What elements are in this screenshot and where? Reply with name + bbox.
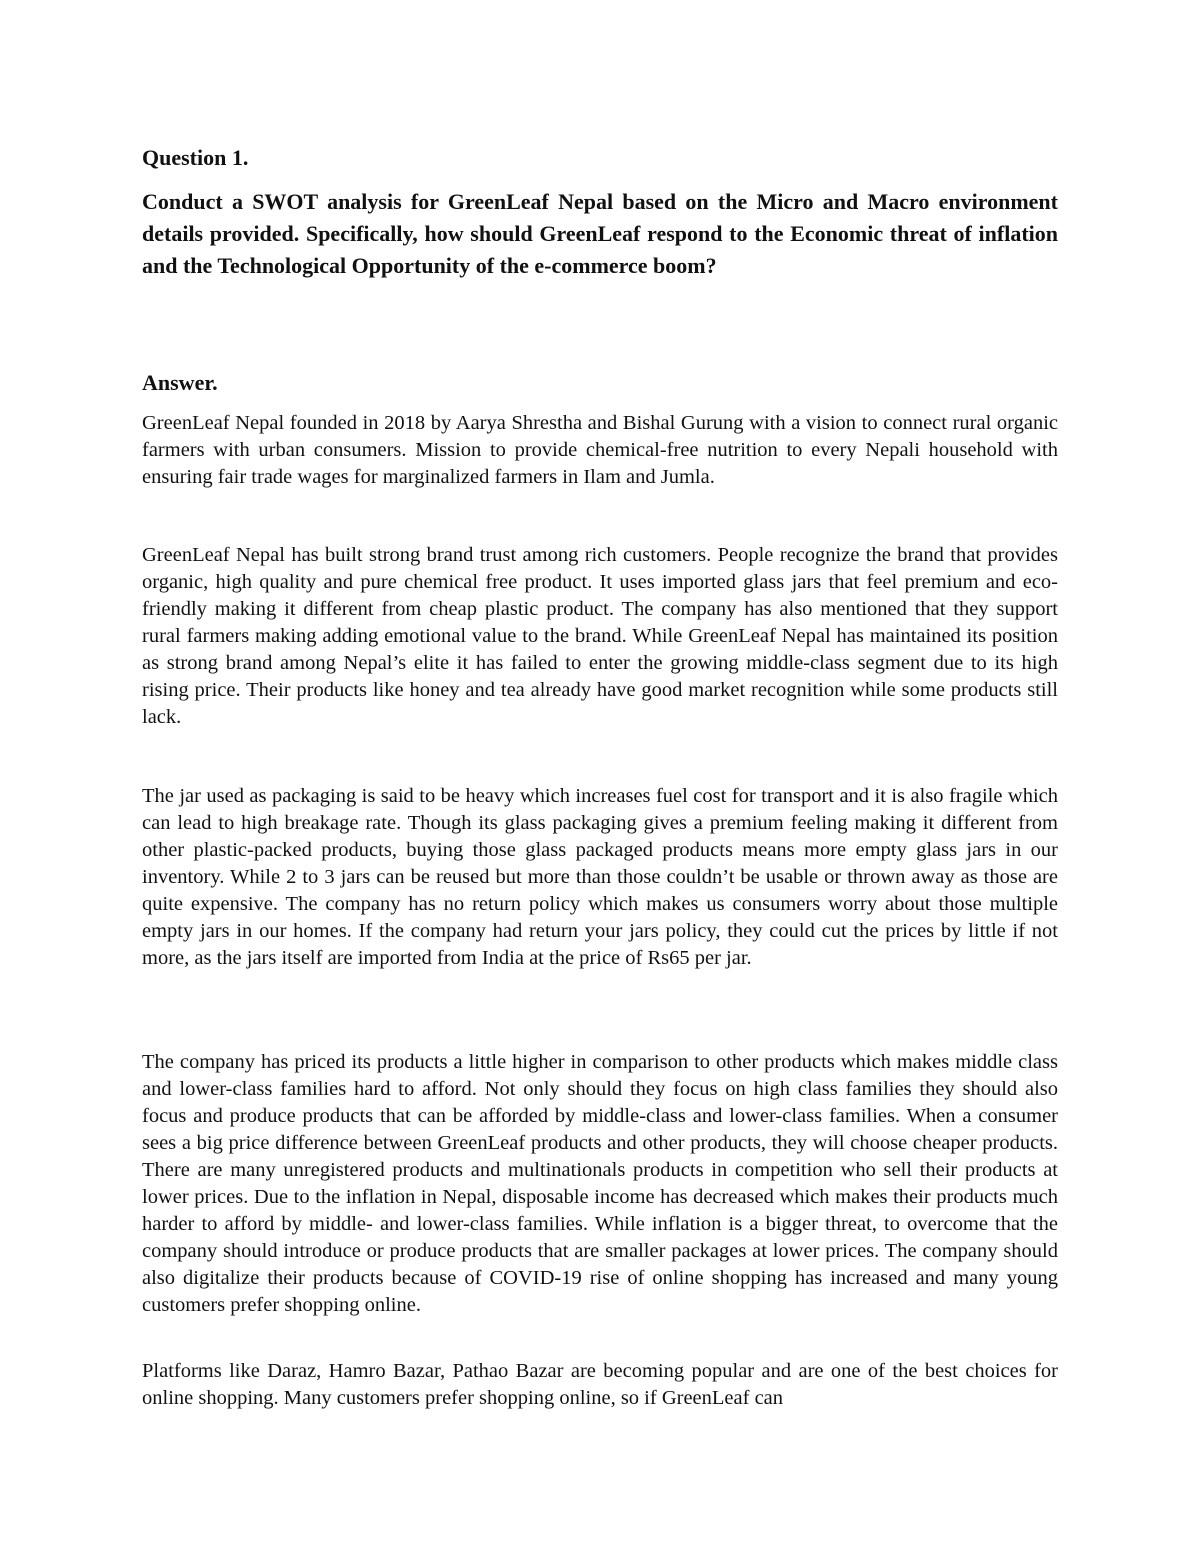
answer-paragraph-ecommerce: Platforms like Daraz, Hamro Bazar, Pathao Bazar are becoming popular and are one of the best choices for online shopping. Many customers prefer shopping online, so if GreenLeaf can (142, 1360, 1058, 1409)
answer-paragraph-pricing: The company has priced its products a little higher in comparison to other products which makes middle class and lower-class families hard to afford. Not only should they focus on high class families they should also focus and produce products that can be afforded by middle-class and lower-class families. When a consumer sees a big price difference between GreenLeaf products and other products, they will choose cheaper products. There are many unregistered products and multinationals products in competition who sell their products at lower prices. Due to the inflation in Nepal, disposable income has decreased which makes their products much harder to afford by middle- and lower-class families. While inflation is a bigger threat, to overcome that the company should introduce or produce products that are smaller packages at lower prices. The company should also digitalize their products because of COVID-19 rise of online shopping has increased and many young customers prefer shopping online. (142, 1051, 1058, 1316)
answer-title: Answer. (142, 370, 218, 395)
answer-paragraph-strengths: GreenLeaf Nepal has built strong brand trust among rich customers. People recognize the brand that provides organic, high quality and pure chemical free product. It uses imported glass jars that feel premium and eco-friendly making it different from cheap plastic product. The company has also mentioned that they support rural farmers making adding emotional value to the brand. While GreenLeaf Nepal has maintained its position as strong brand among Nepal’s elite it has failed to enter the growing middle-class segment due to its high rising price. Their products like honey and tea already have good market recognition while some products still lack. (142, 544, 1058, 728)
question-text: Conduct a SWOT analysis for GreenLeaf Nepal based on the Micro and Macro environment details provided. Specifically, how should GreenLeaf respond to the Economic threat of inflation and the Technological Opportunity of the e-commerce boom? (142, 189, 1058, 278)
answer-paragraph-packaging: The jar used as packaging is said to be heavy which increases fuel cost for transport and it is also fragile which can lead to high breakage rate. Though its glass packaging gives a premium feeling making it different from other plastic-packed products, buying those glass packaged products means more empty glass jars in our inventory. While 2 to 3 jars can be reused but more than those couldn’t be usable or thrown away as those are quite expensive. The company has no return policy which makes us consumers worry about those multiple empty jars in our homes. If the company had return your jars policy, they could cut the prices by little if not more, as the jars itself are imported from India at the price of Rs65 per jar. (142, 785, 1058, 969)
question-title: Question 1. (142, 145, 249, 170)
answer-paragraph-intro: GreenLeaf Nepal founded in 2018 by Aarya Shrestha and Bishal Gurung with a vision to connect rural organic farmers with urban consumers. Mission to provide chemical-free nutrition to every Nepali household with ensuring fair trade wages for marginalized farmers in Ilam and Jumla. (142, 412, 1058, 488)
document-page (142, 0, 1058, 1553)
